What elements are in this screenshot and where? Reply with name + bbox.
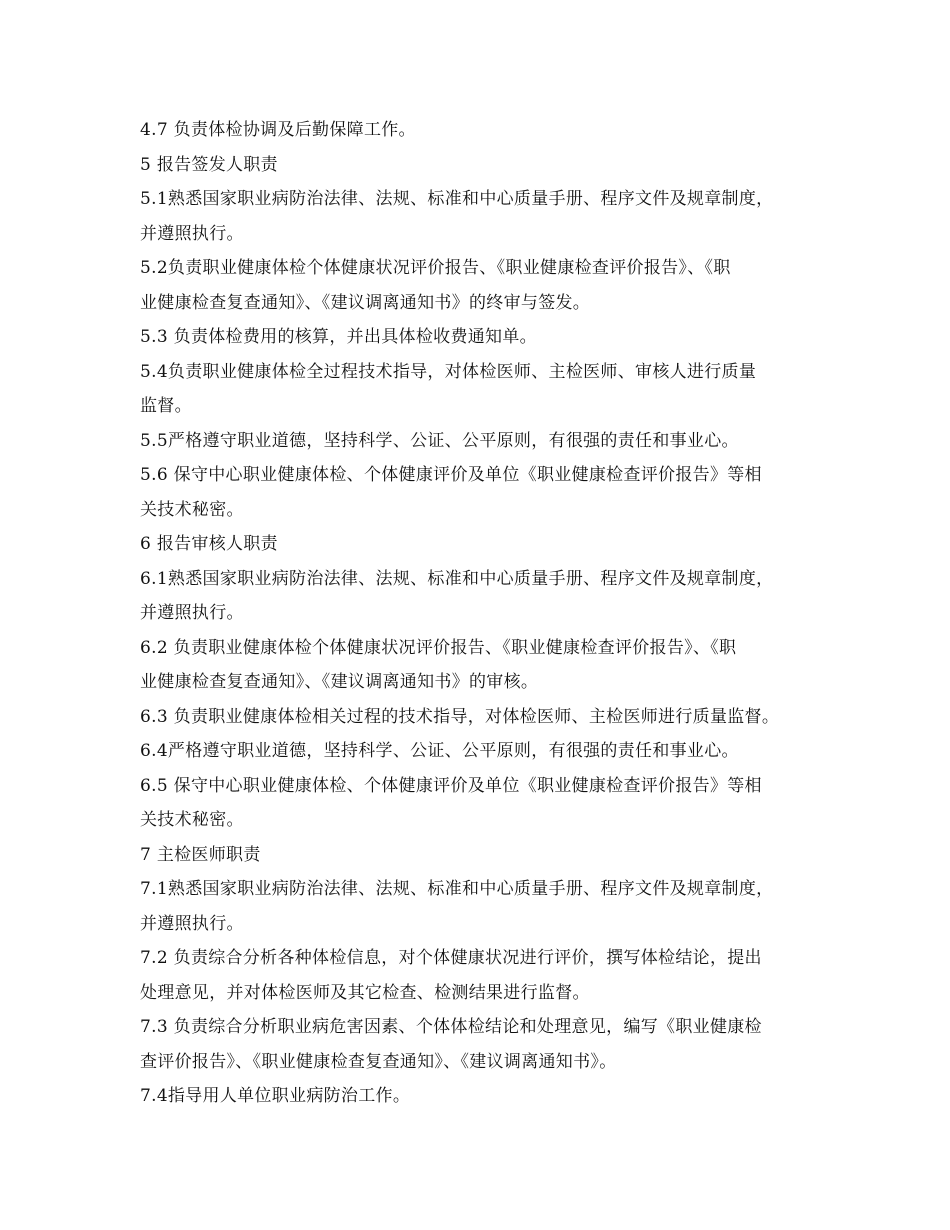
text-line-6-1: 6.1熟悉国家职业病防治法律、法规、标准和中心质量手册、程序文件及规章制度， <box>140 568 774 589</box>
text-line-6-5-cont: 关技术秘密。 <box>140 810 244 830</box>
text-line-6-5: 6.5 保守中心职业健康体检、个体健康评价及单位《职业健康检查评价报告》等相 <box>140 775 762 796</box>
text-line-7-2-cont: 处理意见，并对体检医师及其它检查、检测结果进行监督。 <box>140 982 590 1003</box>
text-line-5-2-cont: 业健康检查复查通知》、《建议调离通知书》的终审与签发。 <box>140 292 591 313</box>
text-line-6-2: 6.2 负责职业健康体检个体健康状况评价报告、《职业健康检查评价报告》、《职 <box>140 637 737 658</box>
text-line-6-4: 6.4严格遵守职业道德，坚持科学、公证、公平原则，有很强的责任和事业心。 <box>140 741 739 761</box>
text-line-5-3: 5.3 负责体检费用的核算，并出具体检收费通知单。 <box>140 327 537 347</box>
text-line-6-2-cont: 业健康检查复查通知》、《建议调离通知书》的审核。 <box>140 672 539 692</box>
text-line-7-2: 7.2 负责综合分析各种体检信息，对个体健康状况进行评价，撰写体检结论，提出 <box>140 948 762 968</box>
text-line-5-2: 5.2负责职业健康体检个体健康状况评价报告、《职业健康检查评价报告》、《职 <box>140 258 731 278</box>
text-line-5-5: 5.5严格遵守职业道德，坚持科学、公证、公平原则，有很强的责任和事业心。 <box>140 430 739 451</box>
text-line-6-3: 6.3 负责职业健康体检相关过程的技术指导，对体检医师、主检医师进行质量监督。 <box>140 706 780 727</box>
section-heading-5: 5 报告签发人职责 <box>140 154 278 175</box>
text-line-5-4: 5.4负责职业健康体检全过程技术指导，对体检医师、主检医师、审核人进行质量 <box>140 361 757 382</box>
text-line-7-1-cont: 并遵照执行。 <box>140 913 244 934</box>
section-heading-7: 7 主检医师职责 <box>140 844 261 865</box>
text-line-7-3-cont: 查评价报告》、《职业健康检查复查通知》、《建议调离通知书》。 <box>140 1051 617 1072</box>
text-line-4-7: 4.7 负责体检协调及后勤保障工作。 <box>140 120 416 140</box>
document-body <box>140 113 840 1114</box>
text-line-5-4-cont: 监督。 <box>140 396 192 416</box>
text-line-7-4: 7.4指导用人单位职业病防治工作。 <box>140 1086 411 1106</box>
text-line-5-6: 5.6 保守中心职业健康体检、个体健康评价及单位《职业健康检查评价报告》等相 <box>140 465 762 485</box>
text-line-5-1: 5.1熟悉国家职业病防治法律、法规、标准和中心质量手册、程序文件及规章制度， <box>140 189 774 209</box>
section-heading-6: 6 报告审核人职责 <box>140 534 278 554</box>
text-line-7-3: 7.3 负责综合分析职业病危害因素、个体体检结论和处理意见，编写《职业健康检 <box>140 1017 762 1037</box>
text-line-6-1-cont: 并遵照执行。 <box>140 603 244 623</box>
text-line-7-1: 7.1熟悉国家职业病防治法律、法规、标准和中心质量手册、程序文件及规章制度， <box>140 879 774 899</box>
text-line-5-6-cont: 关技术秘密。 <box>140 499 244 520</box>
text-line-5-1-cont: 并遵照执行。 <box>140 223 244 244</box>
